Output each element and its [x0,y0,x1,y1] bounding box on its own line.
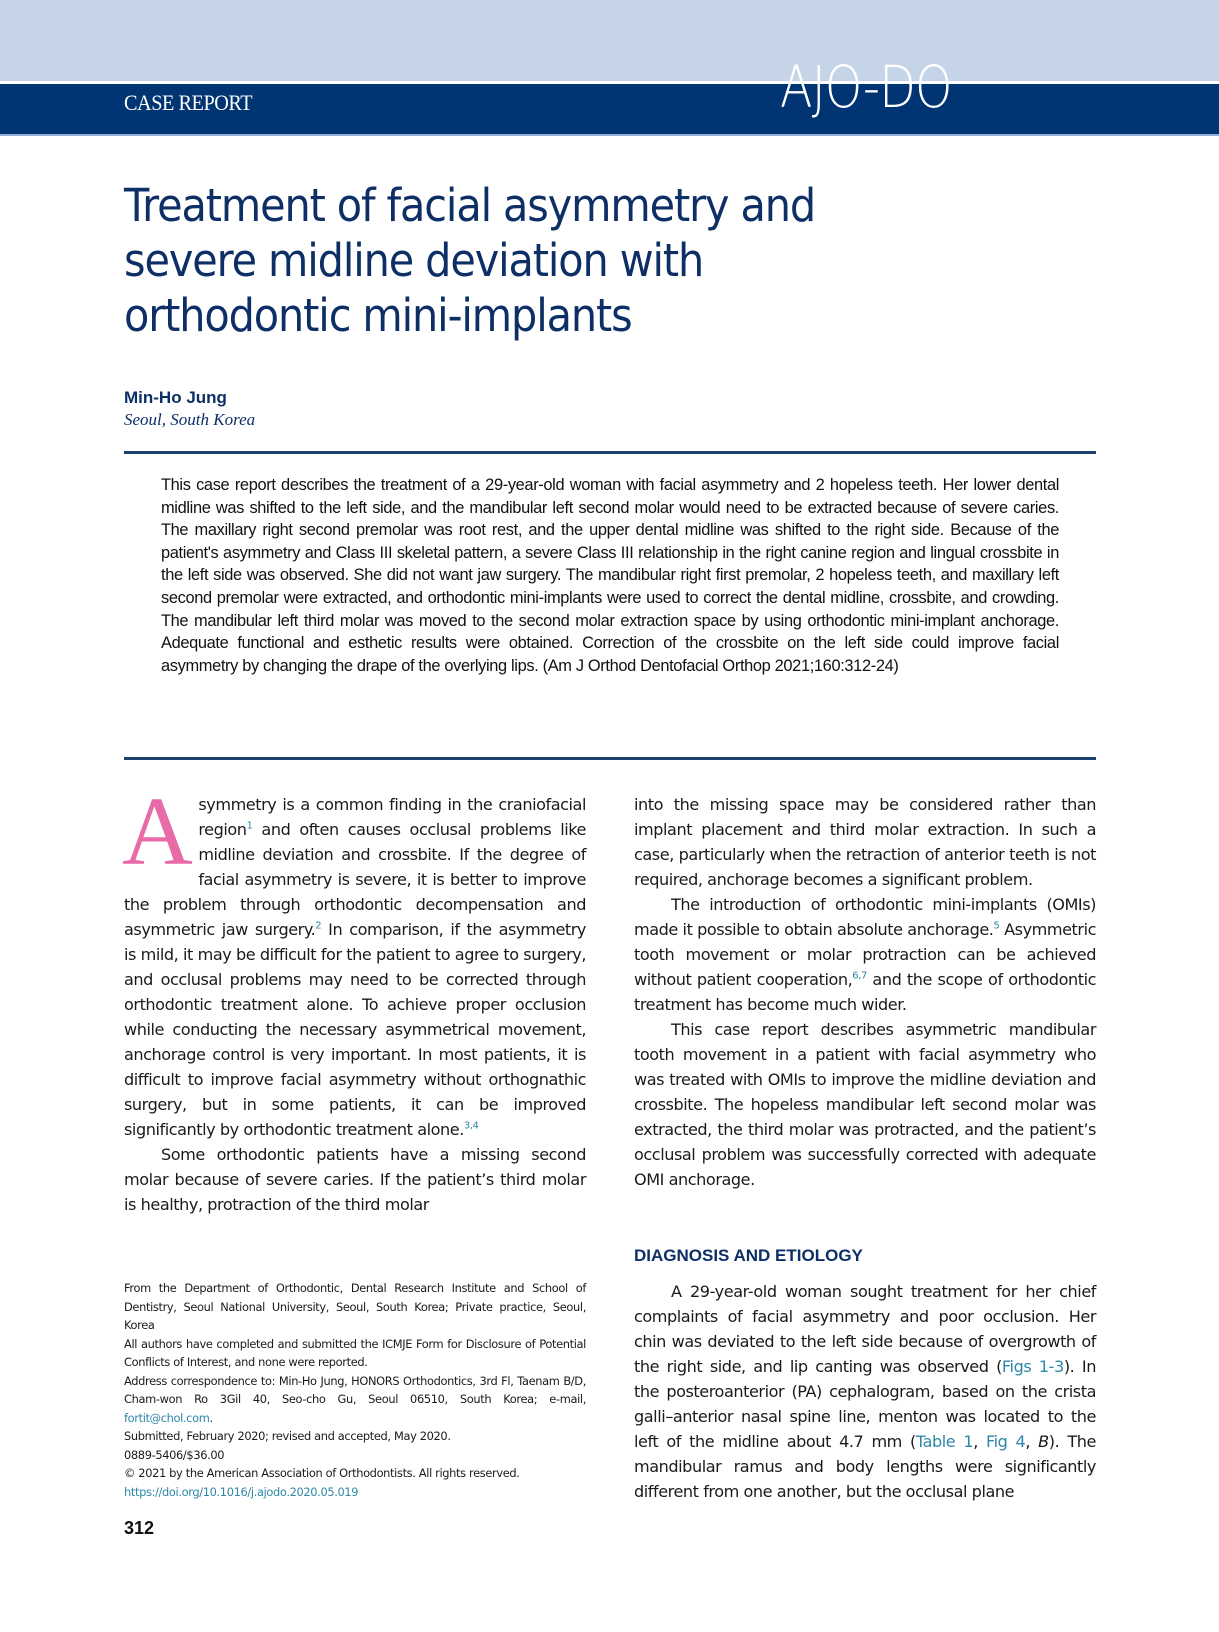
citation-link[interactable]: 3,4 [463,1120,479,1132]
footnote-copyright: © 2021 by the American Association of Orthodontists. All rights reserved. [124,1466,520,1480]
figure-link[interactable]: Fig 4 [986,1432,1026,1451]
author-affiliation: Seoul, South Korea [124,410,256,429]
citation-link[interactable]: 2 [315,920,322,932]
section-heading: DIAGNOSIS AND ETIOLOGY [634,1246,863,1265]
footnote-affiliation: From the Department of Orthodontic, Dental Research Institute and School of Dentistry, Seoul National University, Seoul, South Korea; Private practice, Seoul, Korea [124,1281,586,1332]
text: symmetry is a common finding in the craniofacial region [198,795,586,839]
paragraph [634,892,1096,1017]
footnote-submitted: Submitted, February 2020; revised and accepted, May 2020. [124,1429,451,1443]
body-right-column [634,792,1096,1192]
text: , [973,1432,986,1451]
drop-cap: A [122,778,193,886]
page-number: 312 [124,1518,155,1538]
text: Asymmetric tooth movement or molar protraction can be achieved without patient cooperation, [634,920,1096,989]
abstract-top-rule [124,451,1096,454]
citation-link[interactable]: 1 [246,820,253,832]
text: and often causes occlusal problems like midline deviation and crossbite. If the degree of facial asymmetry is severe, it is better to improve the problem through orthodontic decompensation and asymmetric jaw surgery. [124,820,586,939]
citation-link[interactable]: 6,7 [852,970,867,982]
figure-link[interactable]: Figs 1-3 [1001,1357,1064,1376]
text: A 29-year-old woman sought treatment for her chief complaints of facial asymmetry and poor occlusion. Her chin was deviated to the left side because of overgrowth of the right side, and lip canting was observed ( [634,1282,1096,1376]
paragraph: Some orthodontic patients have a missing second molar because of severe caries. If the patient’s third molar is healthy, protraction of the third molar [124,1145,586,1214]
text: and the scope of orthodontic treatment has become much wider. [634,970,1096,1014]
body-left-column [122,778,586,1217]
footnote-disclosure: All authors have completed and submitted the ICMJE Form for Disclosure of Potential Conflicts of Interest, and none were reported. [124,1336,586,1369]
text: ). The mandibular ramus and body lengths were significantly different from one another, but the occlusal plane [634,1432,1096,1501]
footnote-correspondence [124,1372,586,1428]
text: In comparison, if the asymmetry is mild, it may be difficult for the patient to agree to surgery, and occlusal problems may need to be corrected through orthodontic treatment alone. To achieve proper occlusion while conducting the necessary asymmetrical movement, anchorage control is very important. In most patients, it is difficult to improve facial asymmetry without orthognathic surgery, but in some patients, it can be improved significantly by orthodontic treatment alone. [124,920,586,1139]
text: ). In the posteroanterior (PA) cephalogram, based on the crista galli–anterior nasal spine line, menton was located to the left of the midline about 4.7 mm ( [634,1357,1096,1451]
paragraph: into the missing space may be considered rather than implant placement and third molar extraction. In such a case, particularly when the retraction of anterior teeth is not required, anchorage becomes a significant problem. [634,795,1096,889]
paragraph [634,1279,1096,1504]
citation-link[interactable]: 5 [993,920,1000,932]
author-name: Min-Ho Jung [124,388,227,407]
footnotes [124,1279,586,1501]
journal-logo: AJO-DO [780,53,952,121]
text: Address correspondence to: Min-Ho Jung, HONORS Orthodontics, 3rd Fl, Taenam B/D, Cham-won Ro 3Gil 40, Seo-cho Gu, Seoul 06510, South Korea; e-mail, [124,1373,586,1406]
abstract-bottom-rule [124,757,1096,760]
header-light-band [0,0,1219,81]
text: . [209,1410,213,1425]
table-link[interactable]: Table 1 [915,1432,974,1451]
email-link[interactable]: fortit@chol.com [124,1410,210,1425]
text: , [1025,1432,1039,1451]
diagnosis-text [634,1279,1096,1504]
doi-link[interactable]: https://doi.org/10.1016/j.ajodo.2020.05.019 [124,1484,359,1499]
article-title: Treatment of facial asymmetry and severe midline deviation with orthodontic mini-implants [124,179,816,342]
footnote-price: 0889-5406/$36.00 [124,1447,225,1462]
paragraph [122,778,586,1142]
text: The introduction of orthodontic mini-implants (OMIs) made it possible to obtain absolute anchorage. [634,895,1096,939]
abstract: This case report describes the treatment of a 29-year-old woman with facial asymmetry and 2 hopeless teeth. Her lower dental midline was shifted to the left side, and the mandibular left second molar would need to be extracted because of severe caries. The maxillary right second premolar was root rest, and the upper dental midline was shifted to the right side. Because of the patient's asymmetry and Class III skeletal pattern, a severe Class III relationship in the right canine region and lingual crossbite in the left side was observed. She did not want jaw surgery. The mandibular right first premolar, 2 hopeless teeth, and maxillary left second premolar were extracted, and orthodontic mini-implants were used to correct the dental midline, crossbite, and crowding. The mandibular left third molar was moved to the second molar extraction space by using orthodontic mini-implant anchorage. Adequate functional and esthetic results were obtained. Correction of the crossbite on the left side could improve facial asymmetry by changing the drape of the overlying lips. (Am J Orthod Dentofacial Orthop 2021;160:312-24) [161,476,1059,675]
paragraph: This case report describes asymmetric mandibular tooth movement in a patient with facial asymmetry who was treated with OMIs to improve the midline deviation and crossbite. The hopeless mandibular left second molar was extracted, the third molar was protracted, and the patient’s occlusal problem was successfully corrected with adequate OMI anchorage. [634,1020,1096,1189]
header-underline [0,134,1219,136]
section-label: CASE REPORT [124,90,253,115]
text: B [1038,1432,1049,1451]
